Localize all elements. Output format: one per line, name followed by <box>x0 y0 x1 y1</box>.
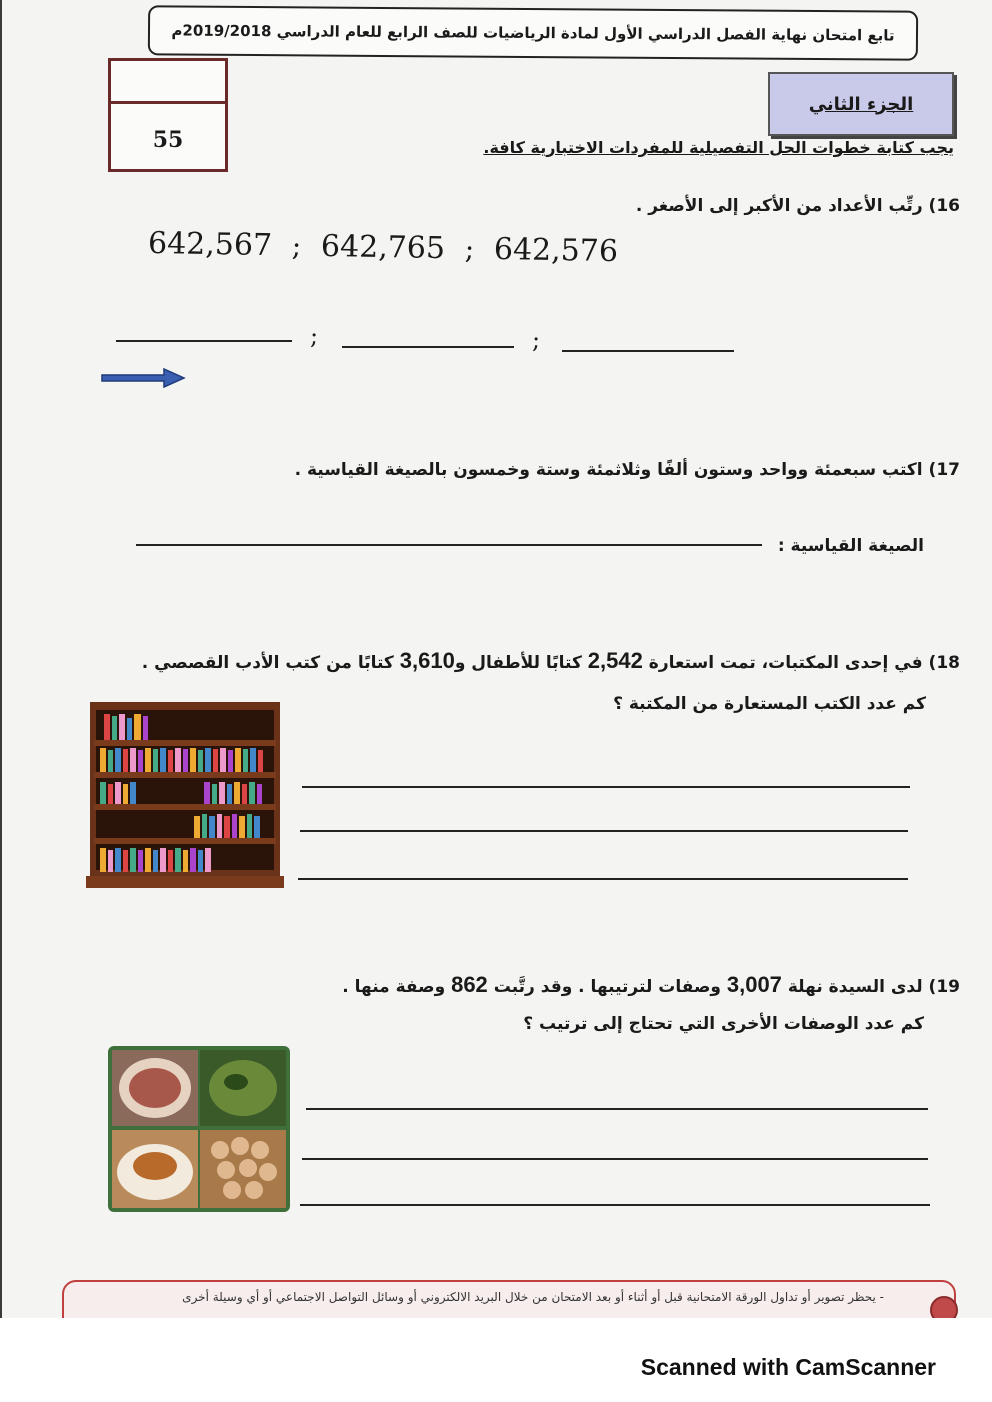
q16-number-2: 642,765 <box>320 228 446 267</box>
part-title-box <box>768 72 954 136</box>
q19-answer-line-1[interactable] <box>306 1108 928 1110</box>
q19-answer-line-2[interactable] <box>302 1158 928 1160</box>
question-17 <box>295 460 960 480</box>
question-16-number: 16) <box>928 196 960 216</box>
order-arrow-icon <box>100 368 186 388</box>
footer-notice-text: - يحظر تصوير أو تداول الورقة الامتحانية قبل أو أثناء أو بعد الامتحان من خلال البريد الالكتروني أو وسائل التواصل الاجتماعي أو أي وسيلة أخرى <box>182 1290 884 1304</box>
recipes-image <box>108 1046 290 1212</box>
exam-header-box <box>148 5 918 60</box>
standard-form-label: الصيغة القياسية : <box>777 536 924 556</box>
q16-numbers-row <box>148 226 619 269</box>
q18-answer-line-1[interactable] <box>302 786 910 788</box>
question-18-number: 18) <box>928 653 960 673</box>
question-18-text-b: كتابًا للأطفال و <box>454 653 582 673</box>
q18-answer-line-3[interactable] <box>298 878 908 880</box>
score-divider <box>111 101 225 104</box>
question-19-text-b: وصفات لترتيبها . وقد رتَّبت <box>493 977 721 997</box>
q18-answer-line-2[interactable] <box>300 830 908 832</box>
question-19-value-a: 3,007 <box>726 972 782 997</box>
question-17-number: 17) <box>928 460 960 480</box>
q16-answer-line-2[interactable] <box>342 346 514 348</box>
q16-number-3: 642,576 <box>493 231 619 270</box>
bookshelf-image <box>86 700 284 890</box>
question-18-text-a: في إحدى المكتبات، تمت استعارة <box>648 653 923 673</box>
score-box <box>108 58 228 172</box>
q16-number-1: 642,567 <box>147 225 273 264</box>
question-19-text-a: لدى السيدة نهلة <box>787 977 923 997</box>
q19-answer-line-3[interactable] <box>300 1204 930 1206</box>
q16-answer-separator: ; <box>310 322 319 350</box>
question-18-text-c: كتابًا من كتب الأدب القصصي . <box>141 653 394 673</box>
q16-answer-line-3[interactable] <box>562 350 734 352</box>
question-19-number: 19) <box>928 977 960 997</box>
question-19-text-c: وصفة منها . <box>342 977 446 997</box>
question-17-text: اكتب سبعمئة وواحد وستون ألفًا وثلاثمئة وستة وخمسون بالصيغة القياسية . <box>294 460 923 480</box>
question-18-sub: كم عدد الكتب المستعارة من المكتبة ؟ <box>613 694 926 714</box>
q16-separator: ; <box>464 232 475 266</box>
question-16 <box>636 196 960 216</box>
q17-answer-line[interactable] <box>136 544 762 546</box>
q16-answer-separator: ; <box>532 326 541 354</box>
score-value: 55 <box>152 127 184 153</box>
question-19-sub: كم عدد الوصفات الأخرى التي تحتاج إلى ترتيب ؟ <box>523 1014 924 1034</box>
part-title: الجزء الثاني <box>808 93 914 115</box>
section-instruction: يجب كتابة خطوات الحل التفصيلية للمفردات الاختبارية كافة. <box>483 138 954 157</box>
exam-header-title: تابع امتحان نهاية الفصل الدراسي الأول لمادة الرياضيات للصف الرابع للعام الدراسي 2019/2018م <box>171 21 895 45</box>
question-18-value-a: 2,542 <box>587 648 643 673</box>
camscanner-watermark: Scanned with CamScanner <box>640 1354 936 1380</box>
question-18-value-b: 3,610 <box>399 648 455 673</box>
question-16-text: رتِّب الأعداد من الأكبر إلى الأصغر . <box>635 196 923 216</box>
question-18 <box>142 648 960 674</box>
q16-answer-line-1[interactable] <box>116 340 292 342</box>
question-19-value-b: 862 <box>451 972 488 997</box>
q16-separator: ; <box>291 229 302 263</box>
question-19 <box>342 972 960 998</box>
